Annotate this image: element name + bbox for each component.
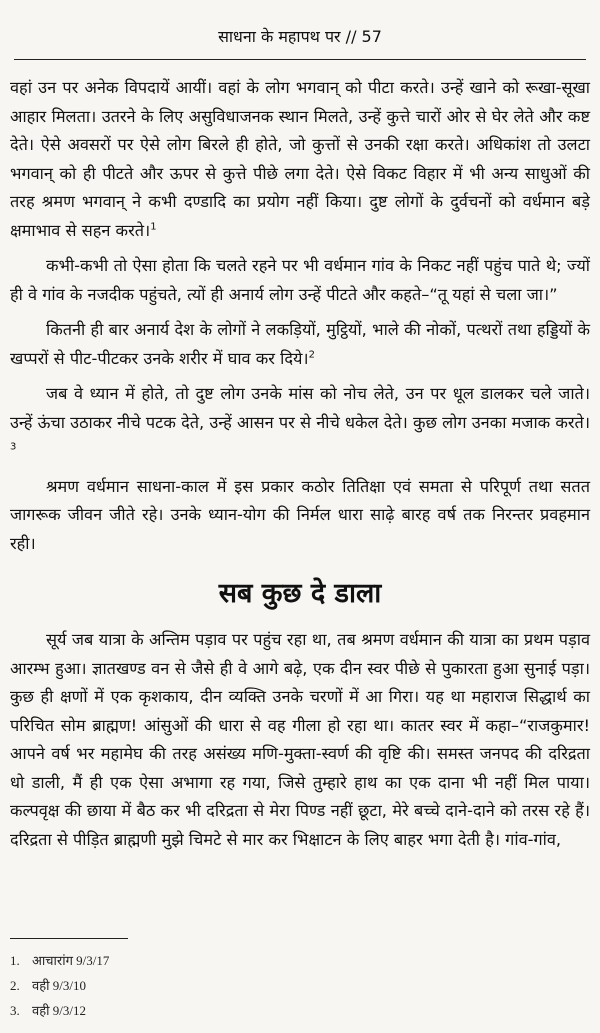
paragraph-text: वहां उन पर अनेक विपदायें आयीं। वहां के लोग भगवान् को पीटा करते। उन्हें खाने को रूखा-सूखा आहार मिलता। उतरने के लिए असुविधाजनक स्थान मिलते, उन्हें कुत्ते चारों ओर से घेर लेते और कष्ट देते। ऐसे अवसरों पर ऐसे लोग बिरले ही होते, जो कुत्तों से उनकी रक्षा करते। अधिकांश तो उलटा भगवान् को ही पीटते और ऊपर से कुत्ते पीछे लगा देते। ऐसे विकट विहार में भी अन्य साधुओं की तरह श्रमण भगवान् ने कभी दण्डादि का प्रयोग नहीं किया। दुष्ट लोगों के दुर्वचनों को वर्धमान बड़े क्षमाभाव से सहन करते। bbox=[10, 78, 590, 240]
footnote-text: वही 9/3/10 bbox=[32, 978, 86, 993]
section-heading: सब कुछ दे डाला bbox=[218, 578, 382, 609]
footnote-divider bbox=[10, 938, 128, 939]
paragraph-4 bbox=[10, 380, 590, 466]
footnote-number: 3. bbox=[10, 1003, 20, 1018]
paragraph-text: श्रमण वर्धमान साधना-काल में इस प्रकार कठोर तितिक्षा एवं समता से परिपूर्ण तथा सतत जागरूक जीवन जीते रहे। उनके ध्यान-योग की निर्मल धारा साढ़े बारह वर्ष तक निरन्तर प्रवहमान रही। bbox=[10, 476, 590, 553]
footnote-text: आचारांग 9/3/17 bbox=[32, 953, 110, 968]
paragraph-5 bbox=[10, 473, 590, 559]
paragraph-2 bbox=[10, 252, 590, 309]
footnote-item bbox=[10, 973, 109, 998]
header-divider bbox=[14, 59, 586, 60]
section-paragraph bbox=[10, 626, 590, 854]
paragraph-3 bbox=[10, 316, 590, 373]
footnote-item bbox=[10, 948, 109, 973]
running-header: साधना के महापथ पर // 57 bbox=[218, 27, 382, 46]
paragraph-text: सूर्य जब यात्रा के अन्तिम पड़ाव पर पहुंच रहा था, तब श्रमण वर्धमान की यात्रा का प्रथम पड़ाव आरम्भ हुआ। ज्ञातखण्ड वन से जैसे ही वे आगे बढ़े, एक दीन स्वर पीछे से पुकारता हुआ सुनाई पड़ा। कुछ ही क्षणों में एक कृशकाय, दीन व्यक्ति उनके चरणों में आ गिरा। यह था महाराज सिद्धार्थ का परिचित सोम ब्राह्मण! आंसुओं की धारा से वह गीला हो रहा था। कातर स्वर में कहा–“राजकुमार! आपने वर्ष भर महामेघ की तरह असंख्य मणि-मुक्ता-स्वर्ण की वृष्टि की। समस्त जनपद की दरिद्रता धो डाली, मैं ही एक ऐसा अभागा रह गया, जिसे तुम्हारे हाथ का एक दाना भी नहीं मिल पाया। कल्पवृक्ष की छाया में बैठ कर भी दरिद्रता से मेरा पिण्ड नहीं छूटा, मेरे बच्चे दाने-दाने को तरस रहे हैं। दरिद्रता से पीड़ित ब्राह्मणी मुझे चिमटे से मार कर भिक्षाटन के लिए बाहर भगा देती है। गांव-गांव, bbox=[10, 630, 590, 849]
footnote-marker: 3 bbox=[10, 441, 17, 453]
footnotes bbox=[10, 948, 109, 1023]
paragraph-text: जब वे ध्यान में होते, तो दुष्ट लोग उनके मांस को नोच लेते, उन पर धूल डालकर चले जाते। उन्हें ऊंचा उठाकर नीचे पटक देते, उन्हें आसन पर से नीचे धकेल देते। कुछ लोग उनका मजाक करते। bbox=[10, 384, 590, 432]
footnote-number: 1. bbox=[10, 953, 20, 968]
paragraph-text: कितनी ही बार अनार्य देश के लोगों ने लकड़ियों, मुट्ठियों, भाले की नोकों, पत्थरों तथा हड्डियों के खप्परों से पीट-पीटकर उनके शरीर में घाव कर दिये। bbox=[10, 320, 590, 368]
page-body bbox=[10, 74, 590, 854]
footnote-text: वही 9/3/12 bbox=[32, 1003, 86, 1018]
paragraph-1 bbox=[10, 74, 590, 245]
footnote-marker: 1 bbox=[150, 221, 157, 233]
footnote-item bbox=[10, 998, 109, 1023]
footnote-number: 2. bbox=[10, 978, 20, 993]
footnote-marker: 2 bbox=[308, 349, 315, 361]
paragraph-text: कभी-कभी तो ऐसा होता कि चलते रहने पर भी वर्धमान गांव के निकट नहीं पहुंच पाते थे; ज्यों ही वे गांव के नजदीक पहुंचते, त्यों ही अनार्य लोग उन्हें पीटते और कहते–“तू यहां से चला जा।” bbox=[10, 256, 590, 304]
